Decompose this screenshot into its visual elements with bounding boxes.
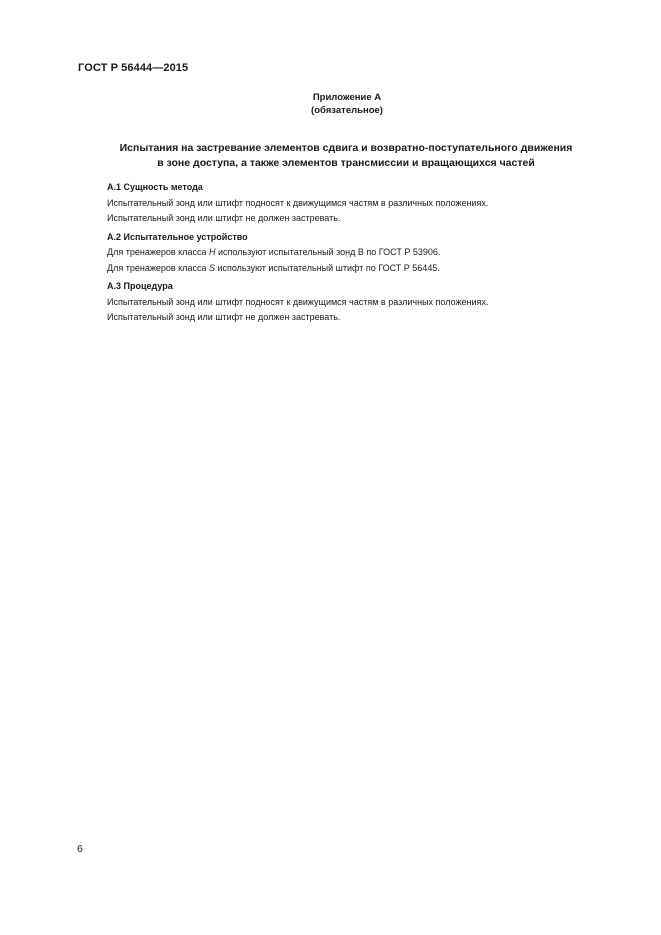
paragraph: Испытательный зонд или штифт не должен застревать. [107,213,341,223]
annex-status: (обязательное) [311,105,383,116]
standard-code: ГОСТ Р 56444—2015 [78,62,189,74]
class-letter: H [208,247,216,257]
text-fragment: Для тренажеров класса [107,247,209,257]
section-a3 [107,279,587,326]
annex-heading [0,91,661,117]
section-a1 [107,180,587,227]
section-heading: А.1 Сущность метода [107,182,203,192]
annex-main-title-line-1: Испытания на застревание элементов сдвига и возвратно-поступательного движения [119,142,573,154]
paragraph [107,261,587,277]
annex-main-title-line-2: в зоне доступа, а также элементов трансмиссии и вращающихся частей [157,157,535,169]
class-letter: S [208,262,215,273]
paragraph: Испытательный зонд или штифт не должен застревать. [107,312,341,322]
text-fragment: используют испытательный зонд В по ГОСТ Р 53906. [215,247,441,257]
document-body [107,180,587,329]
annex-title: Приложение А [312,92,382,103]
text-fragment: Для тренажеров класса [107,262,209,273]
page-number: 6 [77,843,83,855]
paragraph: Испытательный зонд или штифт подносят к движущимся частям в различных положениях. [107,296,489,307]
paragraph [107,245,587,261]
section-heading: А.3 Процедура [107,281,173,291]
paragraph: Испытательный зонд или штифт подносят к движущимся частям в различных положениях. [107,197,489,208]
section-heading: А.2 Испытательное устройство [107,231,248,242]
section-a2 [107,230,587,277]
annex-main-title [90,141,602,171]
text-fragment: используют испытательный штифт по ГОСТ Р 56445. [214,262,440,273]
